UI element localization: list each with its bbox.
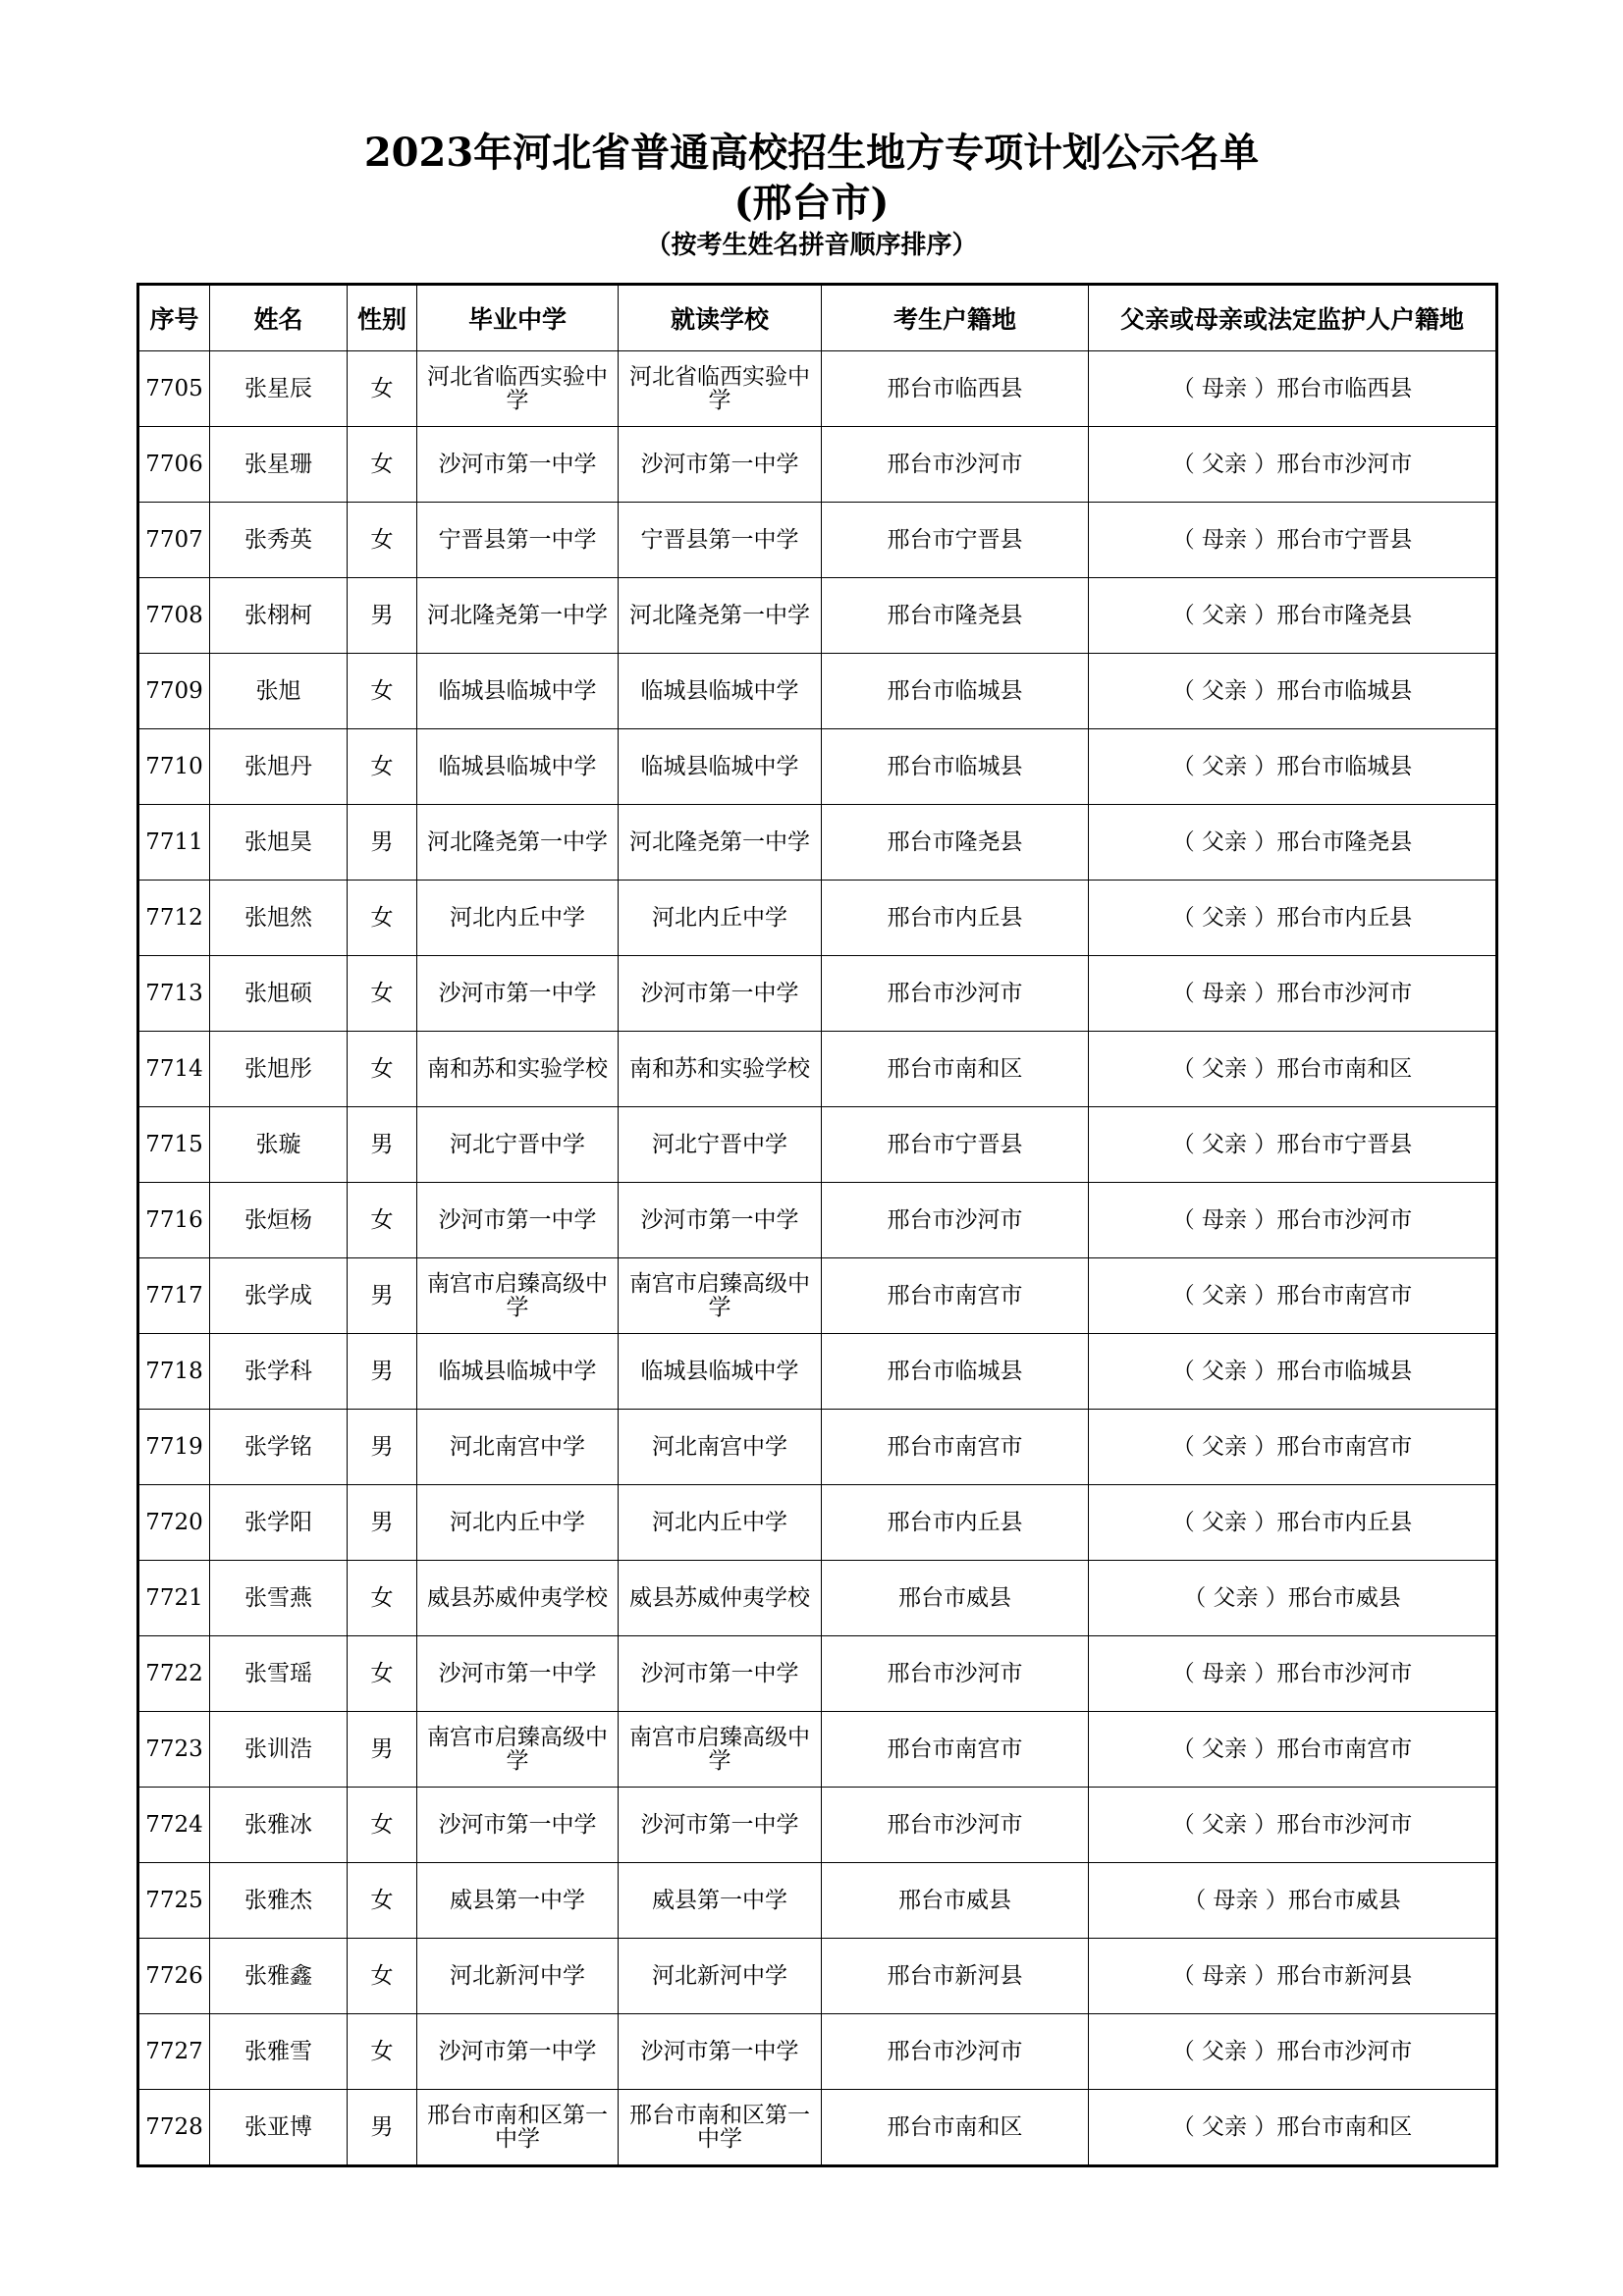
cell-name: 张雅雪 <box>210 2014 348 2090</box>
cell-graduation-school: 临城县临城中学 <box>417 729 619 805</box>
cell-student-household: 邢台市宁晋县 <box>822 503 1089 578</box>
cell-seq: 7721 <box>138 1561 210 1636</box>
cell-guardian-household: （ 父亲 ）邢台市内丘县 <box>1089 1485 1497 1561</box>
table-header <box>138 285 1497 351</box>
header-guardian-household: 父亲或母亲或法定监护人户籍地 <box>1089 285 1497 351</box>
cell-graduation-school: 沙河市第一中学 <box>417 1183 619 1258</box>
cell-name: 张亚博 <box>210 2090 348 2166</box>
cell-graduation-school: 宁晋县第一中学 <box>417 503 619 578</box>
cell-student-household: 邢台市新河县 <box>822 1939 1089 2014</box>
cell-guardian-household: （ 母亲 ）邢台市新河县 <box>1089 1939 1497 2014</box>
cell-current-school: 临城县临城中学 <box>619 654 822 729</box>
cell-seq: 7714 <box>138 1032 210 1107</box>
cell-student-household: 邢台市南宫市 <box>822 1712 1089 1788</box>
cell-student-household: 邢台市沙河市 <box>822 2014 1089 2090</box>
table-row <box>138 805 1497 881</box>
cell-seq: 7726 <box>138 1939 210 2014</box>
table-body <box>138 351 1497 2166</box>
cell-student-household: 邢台市内丘县 <box>822 881 1089 956</box>
cell-current-school: 河北新河中学 <box>619 1939 822 2014</box>
cell-student-household: 邢台市内丘县 <box>822 1485 1089 1561</box>
cell-student-household: 邢台市南宫市 <box>822 1410 1089 1485</box>
cell-gender: 女 <box>348 1939 417 2014</box>
cell-student-household: 邢台市临城县 <box>822 729 1089 805</box>
cell-name: 张栩柯 <box>210 578 348 654</box>
cell-name: 张旭 <box>210 654 348 729</box>
cell-gender: 女 <box>348 1636 417 1712</box>
cell-guardian-household: （ 父亲 ）邢台市南宫市 <box>1089 1258 1497 1334</box>
cell-graduation-school: 河北宁晋中学 <box>417 1107 619 1183</box>
cell-graduation-school: 河北内丘中学 <box>417 881 619 956</box>
table-row <box>138 2014 1497 2090</box>
cell-gender: 男 <box>348 1107 417 1183</box>
cell-guardian-household: （ 父亲 ）邢台市内丘县 <box>1089 881 1497 956</box>
table-row <box>138 1334 1497 1410</box>
cell-gender: 女 <box>348 881 417 956</box>
cell-student-household: 邢台市沙河市 <box>822 1636 1089 1712</box>
cell-graduation-school: 河北内丘中学 <box>417 1485 619 1561</box>
document-city: (邢台市) <box>733 180 890 226</box>
cell-gender: 男 <box>348 1258 417 1334</box>
cell-guardian-household: （ 父亲 ）邢台市沙河市 <box>1089 1788 1497 1863</box>
cell-guardian-household: （ 父亲 ）邢台市南宫市 <box>1089 1712 1497 1788</box>
cell-student-household: 邢台市威县 <box>822 1561 1089 1636</box>
cell-gender: 女 <box>348 1863 417 1939</box>
cell-current-school: 南和苏和实验学校 <box>619 1032 822 1107</box>
cell-seq: 7720 <box>138 1485 210 1561</box>
cell-name: 张旭昊 <box>210 805 348 881</box>
cell-gender: 女 <box>348 956 417 1032</box>
cell-name: 张璇 <box>210 1107 348 1183</box>
cell-name: 张学成 <box>210 1258 348 1334</box>
table-row <box>138 729 1497 805</box>
table-row <box>138 881 1497 956</box>
cell-guardian-household: （ 父亲 ）邢台市沙河市 <box>1089 2014 1497 2090</box>
cell-current-school: 宁晋县第一中学 <box>619 503 822 578</box>
cell-name: 张旭然 <box>210 881 348 956</box>
cell-seq: 7717 <box>138 1258 210 1334</box>
cell-gender: 男 <box>348 578 417 654</box>
cell-student-household: 邢台市沙河市 <box>822 956 1089 1032</box>
table-row <box>138 427 1497 503</box>
cell-current-school: 南宫市启臻高级中学 <box>619 1258 822 1334</box>
cell-seq: 7722 <box>138 1636 210 1712</box>
cell-guardian-household: （ 父亲 ）邢台市临城县 <box>1089 654 1497 729</box>
cell-seq: 7725 <box>138 1863 210 1939</box>
cell-gender: 女 <box>348 729 417 805</box>
cell-gender: 男 <box>348 1485 417 1561</box>
cell-seq: 7718 <box>138 1334 210 1410</box>
cell-current-school: 沙河市第一中学 <box>619 1788 822 1863</box>
cell-gender: 女 <box>348 1183 417 1258</box>
cell-current-school: 河北内丘中学 <box>619 1485 822 1561</box>
header-student-household: 考生户籍地 <box>822 285 1089 351</box>
table-row <box>138 1183 1497 1258</box>
cell-name: 张秀英 <box>210 503 348 578</box>
cell-graduation-school: 临城县临城中学 <box>417 654 619 729</box>
table-row <box>138 1788 1497 1863</box>
cell-name: 张学科 <box>210 1334 348 1410</box>
cell-current-school: 沙河市第一中学 <box>619 1183 822 1258</box>
cell-guardian-household: （ 父亲 ）邢台市南宫市 <box>1089 1410 1497 1485</box>
cell-graduation-school: 沙河市第一中学 <box>417 2014 619 2090</box>
cell-guardian-household: （ 父亲 ）邢台市隆尧县 <box>1089 805 1497 881</box>
cell-guardian-household: （ 母亲 ）邢台市临西县 <box>1089 351 1497 427</box>
table-row <box>138 956 1497 1032</box>
cell-seq: 7707 <box>138 503 210 578</box>
cell-graduation-school: 威县苏威仲夷学校 <box>417 1561 619 1636</box>
cell-student-household: 邢台市宁晋县 <box>822 1107 1089 1183</box>
cell-name: 张旭硕 <box>210 956 348 1032</box>
cell-seq: 7705 <box>138 351 210 427</box>
header-row <box>138 285 1497 351</box>
cell-name: 张雅杰 <box>210 1863 348 1939</box>
cell-student-household: 邢台市临西县 <box>822 351 1089 427</box>
table-row <box>138 1410 1497 1485</box>
cell-current-school: 沙河市第一中学 <box>619 2014 822 2090</box>
cell-current-school: 河北隆尧第一中学 <box>619 805 822 881</box>
cell-graduation-school: 沙河市第一中学 <box>417 956 619 1032</box>
cell-gender: 女 <box>348 503 417 578</box>
cell-seq: 7724 <box>138 1788 210 1863</box>
cell-current-school: 南宫市启臻高级中学 <box>619 1712 822 1788</box>
cell-guardian-household: （ 父亲 ）邢台市隆尧县 <box>1089 578 1497 654</box>
cell-seq: 7706 <box>138 427 210 503</box>
cell-gender: 女 <box>348 1032 417 1107</box>
cell-student-household: 邢台市临城县 <box>822 1334 1089 1410</box>
cell-graduation-school: 河北南宫中学 <box>417 1410 619 1485</box>
roster-table <box>136 283 1498 2167</box>
document-title: 2023年河北省普通高校招生地方专项计划公示名单 <box>363 130 1260 176</box>
header-name: 姓名 <box>210 285 348 351</box>
cell-current-school: 威县苏威仲夷学校 <box>619 1561 822 1636</box>
cell-seq: 7708 <box>138 578 210 654</box>
cell-seq: 7710 <box>138 729 210 805</box>
cell-gender: 男 <box>348 1712 417 1788</box>
cell-graduation-school: 南宫市启臻高级中学 <box>417 1258 619 1334</box>
cell-gender: 女 <box>348 2014 417 2090</box>
cell-current-school: 河北宁晋中学 <box>619 1107 822 1183</box>
table-row <box>138 1712 1497 1788</box>
table-row <box>138 578 1497 654</box>
cell-name: 张训浩 <box>210 1712 348 1788</box>
cell-seq: 7712 <box>138 881 210 956</box>
cell-guardian-household: （ 母亲 ）邢台市威县 <box>1089 1863 1497 1939</box>
cell-gender: 女 <box>348 654 417 729</box>
header-graduation-school: 毕业中学 <box>417 285 619 351</box>
cell-seq: 7709 <box>138 654 210 729</box>
table-row <box>138 1636 1497 1712</box>
cell-student-household: 邢台市隆尧县 <box>822 578 1089 654</box>
cell-gender: 女 <box>348 1788 417 1863</box>
cell-graduation-school: 邢台市南和区第一中学 <box>417 2090 619 2166</box>
cell-graduation-school: 河北隆尧第一中学 <box>417 578 619 654</box>
cell-graduation-school: 南宫市启臻高级中学 <box>417 1712 619 1788</box>
header-current-school: 就读学校 <box>619 285 822 351</box>
cell-name: 张学铭 <box>210 1410 348 1485</box>
cell-guardian-household: （ 父亲 ）邢台市宁晋县 <box>1089 1107 1497 1183</box>
table-row <box>138 503 1497 578</box>
cell-current-school: 河北南宫中学 <box>619 1410 822 1485</box>
cell-name: 张雅鑫 <box>210 1939 348 2014</box>
cell-gender: 男 <box>348 1410 417 1485</box>
cell-gender: 男 <box>348 1334 417 1410</box>
cell-gender: 女 <box>348 1561 417 1636</box>
cell-seq: 7715 <box>138 1107 210 1183</box>
document-note: （按考生姓名拼音顺序排序） <box>645 231 978 260</box>
cell-current-school: 沙河市第一中学 <box>619 427 822 503</box>
header-seq: 序号 <box>138 285 210 351</box>
cell-student-household: 邢台市隆尧县 <box>822 805 1089 881</box>
cell-guardian-household: （ 父亲 ）邢台市临城县 <box>1089 729 1497 805</box>
cell-graduation-school: 河北新河中学 <box>417 1939 619 2014</box>
table-row <box>138 1032 1497 1107</box>
cell-seq: 7716 <box>138 1183 210 1258</box>
cell-guardian-household: （ 父亲 ）邢台市南和区 <box>1089 1032 1497 1107</box>
cell-name: 张星辰 <box>210 351 348 427</box>
cell-guardian-household: （ 母亲 ）邢台市沙河市 <box>1089 1636 1497 1712</box>
cell-name: 张旭彤 <box>210 1032 348 1107</box>
cell-seq: 7723 <box>138 1712 210 1788</box>
table-row <box>138 351 1497 427</box>
table-row <box>138 1258 1497 1334</box>
cell-guardian-household: （ 母亲 ）邢台市宁晋县 <box>1089 503 1497 578</box>
cell-name: 张学阳 <box>210 1485 348 1561</box>
cell-graduation-school: 沙河市第一中学 <box>417 1788 619 1863</box>
header-gender: 性别 <box>348 285 417 351</box>
cell-gender: 男 <box>348 805 417 881</box>
cell-name: 张雅冰 <box>210 1788 348 1863</box>
table-row <box>138 1485 1497 1561</box>
cell-current-school: 河北隆尧第一中学 <box>619 578 822 654</box>
cell-guardian-household: （ 父亲 ）邢台市沙河市 <box>1089 427 1497 503</box>
cell-seq: 7713 <box>138 956 210 1032</box>
cell-current-school: 威县第一中学 <box>619 1863 822 1939</box>
cell-graduation-school: 河北隆尧第一中学 <box>417 805 619 881</box>
cell-student-household: 邢台市沙河市 <box>822 1183 1089 1258</box>
cell-guardian-household: （ 父亲 ）邢台市威县 <box>1089 1561 1497 1636</box>
table-row <box>138 1107 1497 1183</box>
cell-seq: 7711 <box>138 805 210 881</box>
cell-current-school: 邢台市南和区第一中学 <box>619 2090 822 2166</box>
cell-student-household: 邢台市南和区 <box>822 2090 1089 2166</box>
cell-seq: 7728 <box>138 2090 210 2166</box>
table-row <box>138 1863 1497 1939</box>
table-row <box>138 654 1497 729</box>
cell-guardian-household: （ 父亲 ）邢台市南和区 <box>1089 2090 1497 2166</box>
table-row <box>138 1939 1497 2014</box>
cell-current-school: 沙河市第一中学 <box>619 956 822 1032</box>
cell-student-household: 邢台市沙河市 <box>822 1788 1089 1863</box>
table-row <box>138 2090 1497 2166</box>
cell-gender: 男 <box>348 2090 417 2166</box>
cell-current-school: 河北省临西实验中学 <box>619 351 822 427</box>
cell-student-household: 邢台市临城县 <box>822 654 1089 729</box>
cell-student-household: 邢台市沙河市 <box>822 427 1089 503</box>
cell-graduation-school: 沙河市第一中学 <box>417 1636 619 1712</box>
cell-student-household: 邢台市南和区 <box>822 1032 1089 1107</box>
cell-graduation-school: 沙河市第一中学 <box>417 427 619 503</box>
cell-graduation-school: 河北省临西实验中学 <box>417 351 619 427</box>
cell-student-household: 邢台市威县 <box>822 1863 1089 1939</box>
cell-gender: 女 <box>348 427 417 503</box>
cell-name: 张旭丹 <box>210 729 348 805</box>
cell-guardian-household: （ 父亲 ）邢台市临城县 <box>1089 1334 1497 1410</box>
cell-name: 张雪瑶 <box>210 1636 348 1712</box>
cell-name: 张星珊 <box>210 427 348 503</box>
cell-name: 张雪燕 <box>210 1561 348 1636</box>
cell-seq: 7727 <box>138 2014 210 2090</box>
cell-graduation-school: 南和苏和实验学校 <box>417 1032 619 1107</box>
cell-graduation-school: 威县第一中学 <box>417 1863 619 1939</box>
table-row <box>138 1561 1497 1636</box>
cell-student-household: 邢台市南宫市 <box>822 1258 1089 1334</box>
cell-current-school: 临城县临城中学 <box>619 1334 822 1410</box>
cell-seq: 7719 <box>138 1410 210 1485</box>
cell-guardian-household: （ 母亲 ）邢台市沙河市 <box>1089 956 1497 1032</box>
cell-graduation-school: 临城县临城中学 <box>417 1334 619 1410</box>
cell-current-school: 临城县临城中学 <box>619 729 822 805</box>
cell-name: 张烜杨 <box>210 1183 348 1258</box>
cell-current-school: 沙河市第一中学 <box>619 1636 822 1712</box>
cell-guardian-household: （ 母亲 ）邢台市沙河市 <box>1089 1183 1497 1258</box>
cell-gender: 女 <box>348 351 417 427</box>
cell-current-school: 河北内丘中学 <box>619 881 822 956</box>
